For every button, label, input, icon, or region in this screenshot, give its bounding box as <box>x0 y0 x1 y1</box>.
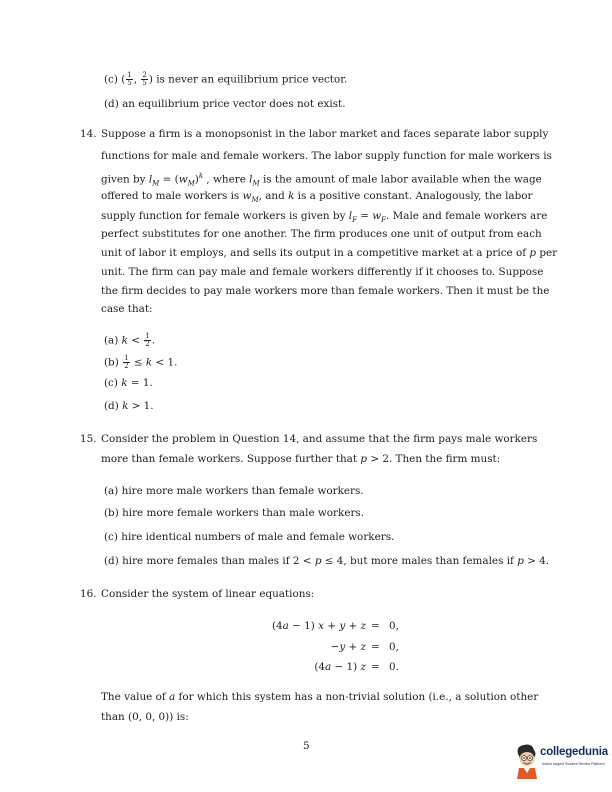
q14-line: unit. The firm can pay male and female workers differently if it chooses to. Suppose <box>101 266 544 278</box>
q14-line: Suppose a firm is a monopsonist in the labor market and faces separate labor supply <box>101 128 549 140</box>
option-d-prev: (d) an equilibrium price vector does not exist. <box>104 98 346 110</box>
logo-wordmark: collegedunia <box>540 746 608 758</box>
q14-option-c: (c) k = 1. <box>104 377 153 389</box>
q14-line: functions for male and female workers. The labor supply function for male workers is <box>101 150 552 162</box>
page-number: 5 <box>303 740 310 752</box>
q15-line: Consider the problem in Question 14, and assume that the firm pays male workers <box>101 433 538 445</box>
equation-2-lhs: −y + z <box>330 641 366 653</box>
option-c-prev: (c) ( $\frac{1}{5}$ , $\frac{2}{5}$ ) is never an equilibrium price vector. <box>104 71 348 87</box>
q16-intro: Consider the system of linear equations: <box>101 588 315 600</box>
q14-line: perfect substitutes for one another. The firm produces one unit of output from each <box>101 228 542 240</box>
q15-option-c: (c) hire identical numbers of male and female workers. <box>104 531 395 543</box>
equation-1-eq: = <box>371 620 380 632</box>
q16-number: 16. <box>80 588 97 600</box>
q14-line: offered to male workers is $w_M$, and k is a positive constant. Analogously, the labor <box>101 190 533 205</box>
q14-option-b: (b) $\frac{1}{2}$ ≤ k < 1. <box>104 354 178 370</box>
q15-option-a: (a) hire more male workers than female workers. <box>104 485 364 497</box>
q14-line: case that: <box>101 303 153 315</box>
q14-line: the firm decides to pay male workers more than female workers. Then it must be the <box>101 285 550 297</box>
equation-1-rhs: 0, <box>389 620 399 632</box>
equation-2-rhs: 0, <box>389 641 399 653</box>
equation-3-lhs: (4a − 1) z <box>314 661 366 673</box>
q15-line: more than female workers. Suppose further that p > 2. Then the firm must: <box>101 453 501 465</box>
equation-2-eq: = <box>371 641 380 653</box>
q15-option-b: (b) hire more female workers than male workers. <box>104 507 365 519</box>
mascot-icon <box>512 742 542 780</box>
q15-option-d: (d) hire more females than males if 2 < p ≤ 4, but more males than females if p > 4. <box>104 555 550 567</box>
equation-1-lhs: (4a − 1) x + y + z <box>271 620 366 632</box>
q14-number: 14. <box>80 128 97 140</box>
q14-option-d: (d) k > 1. <box>104 400 154 412</box>
q14-option-a: (a) k < $\frac{1}{2}$ . <box>104 332 156 348</box>
q14-line: supply function for female workers is given by $l_F = w_F$. Male and female workers are <box>101 210 548 225</box>
q16-outro: than (0, 0, 0)) is: <box>101 711 189 723</box>
equation-3-rhs: 0. <box>389 661 399 673</box>
q16-outro: The value of a for which this system has a non-trivial solution (i.e., a solution other <box>101 691 539 703</box>
q14-line: given by $l_M = (w_M)^k$ , where $l_M$ is the amount of male labor available when the wage <box>101 172 542 188</box>
q14-line: unit of labor it employs, and sells its output in a competitive market at a price of p per <box>101 247 558 259</box>
logo-tagline: India's largest Student Review Platform <box>542 762 605 766</box>
collegedunia-logo <box>512 742 608 782</box>
equation-3-eq: = <box>371 661 380 673</box>
q15-number: 15. <box>80 433 97 445</box>
